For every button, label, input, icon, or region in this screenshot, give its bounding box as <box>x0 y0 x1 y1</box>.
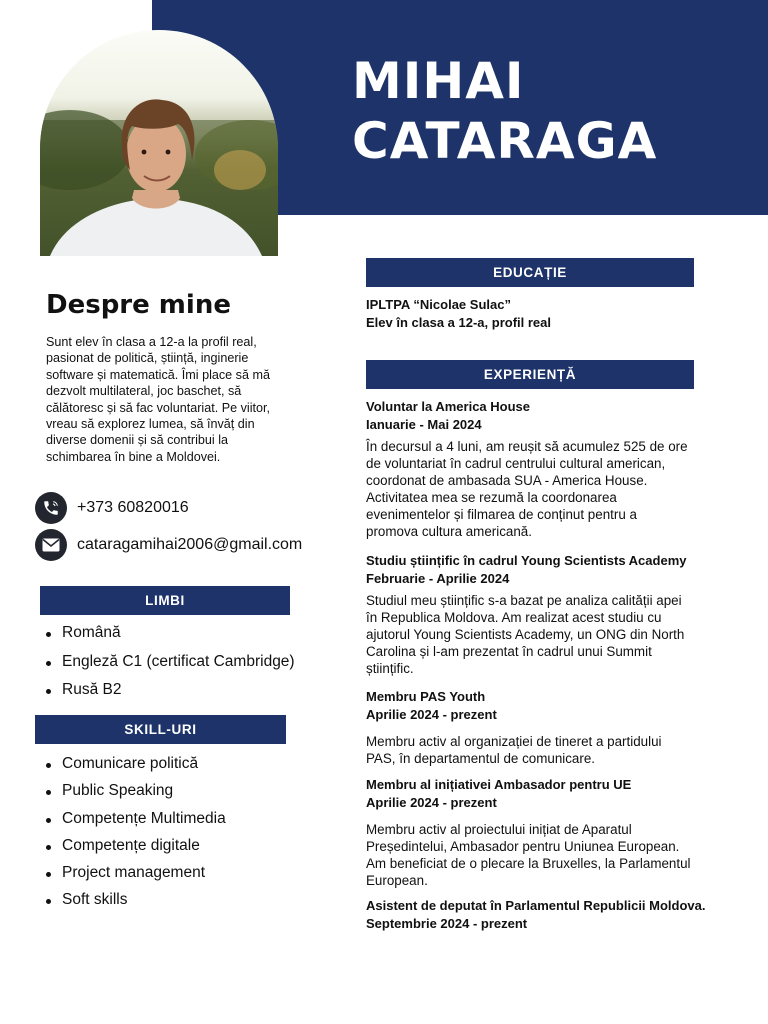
last-name: CATARAGA <box>352 112 658 170</box>
entry-title: Studiu științific în cadrul Young Scientists Academy <box>366 553 687 568</box>
list-item: Comunicare politică <box>46 755 226 782</box>
description-line: coordonat de ambasada SUA - America House. <box>366 473 648 488</box>
entry-title: Membru al inițiativei Ambasador pentru UE <box>366 777 632 792</box>
phone-number: +373 60820016 <box>77 499 189 516</box>
list-item: Competențe Multimedia <box>46 810 226 837</box>
list-item: Project management <box>46 864 226 891</box>
description-line: Membru activ al proiectului inițiat de Aparatul <box>366 822 632 837</box>
description-line: promova cultura americană. <box>366 524 532 539</box>
about-line: pasionat de politică, știință, inginerie <box>46 351 249 366</box>
entry-date: Aprilie 2024 - prezent <box>366 707 497 722</box>
list-item: Engleză C1 (certificat Cambridge) <box>46 653 295 682</box>
contact-phone <box>35 492 189 524</box>
about-line: călătoresc și să fac voluntariat. Pe viitor, <box>46 400 270 415</box>
description-line: Am beneficiat de o plecare la Bruxelles, la Parlamentul <box>366 856 691 871</box>
envelope-icon <box>35 529 67 561</box>
entry-date: Aprilie 2024 - prezent <box>366 795 497 810</box>
languages-heading: LIMBI <box>40 586 290 615</box>
education-entry <box>366 296 754 332</box>
about-line: Sunt elev în clasa a 12-a la profil real, <box>46 335 257 349</box>
school-detail: Elev în clasa a 12-a, profil real <box>366 315 551 330</box>
description-line: ajutorul Young Scientists Academy, un ONG din North <box>366 627 685 642</box>
school-name: IPLTPA “Nicolae Sulac” <box>366 297 511 312</box>
entry-title: Asistent de deputat în Parlamentul Republicii Moldova. <box>366 898 706 913</box>
description-line: În decursul a 4 luni, am reușit să acumulez 525 de ore <box>366 439 688 454</box>
list-item: Română <box>46 624 295 653</box>
description-line: Studiul meu științific s-a bazat pe analiza calității apei <box>366 593 682 608</box>
about-line: software și matematică. Îmi place să mă <box>46 367 270 382</box>
email-address: cataragamihai2006@gmail.com <box>77 536 303 553</box>
description-line: Carolina și l-am prezentat în cadrul unui Summit <box>366 644 652 659</box>
entry-date: Septembrie 2024 - prezent <box>366 916 528 931</box>
description-line: Membru activ al organizației de tineret a partidului <box>366 734 662 749</box>
about-text <box>46 334 308 465</box>
entry-description <box>366 733 738 767</box>
skills-list <box>46 755 226 919</box>
entry-title: Membru PAS Youth <box>366 689 486 704</box>
list-item: Competențe digitale <box>46 837 226 864</box>
about-line: vreau să explorez lumea, să învăț din <box>46 417 255 432</box>
description-line: evenimentelor și filmarea de conținut pentru a <box>366 507 637 522</box>
description-line: Președintelui, Ambasador pentru Uniunea European. <box>366 839 680 854</box>
languages-list <box>46 624 295 710</box>
description-line: Activitatea mea se rezumă la coordonarea <box>366 490 617 505</box>
first-name: MIHAI <box>352 52 525 110</box>
about-heading: Despre mine <box>46 290 231 320</box>
experience-heading: EXPERIENȚĂ <box>366 360 694 389</box>
about-line: schimbarea în bine a Moldovei. <box>46 449 221 464</box>
experience-entry <box>366 776 754 889</box>
portrait-illustration <box>40 30 278 256</box>
phone-icon <box>35 492 67 524</box>
experience-entry <box>366 398 754 540</box>
description-line: științific. <box>366 661 414 676</box>
experience-entry <box>366 552 754 677</box>
experience-entry <box>366 897 754 933</box>
contact-email <box>35 529 302 561</box>
entry-title: Voluntar la America House <box>366 399 530 414</box>
about-line: dezvolt multilateral, joc baschet, să <box>46 384 242 399</box>
entry-description <box>366 438 738 540</box>
about-line: diverse domenii și să contribui la <box>46 433 228 448</box>
skills-heading: SKILL-URI <box>35 715 286 744</box>
profile-photo <box>40 30 278 256</box>
entry-date: Februarie - Aprilie 2024 <box>366 571 510 586</box>
description-line: European. <box>366 873 428 888</box>
entry-description <box>366 592 738 677</box>
description-line: de voluntariat în cadrul centrului cultural american, <box>366 456 666 471</box>
description-line: în Republica Moldova. Am realizat acest studiu cu <box>366 610 662 625</box>
description-line: PAS, în departamentul de comunicare. <box>366 751 596 766</box>
entry-description <box>366 821 738 889</box>
list-item: Public Speaking <box>46 782 226 809</box>
entry-date: Ianuarie - Mai 2024 <box>366 417 482 432</box>
experience-entry <box>366 688 754 767</box>
education-heading: EDUCAȚIE <box>366 258 694 287</box>
list-item: Rusă B2 <box>46 681 295 710</box>
list-item: Soft skills <box>46 891 226 918</box>
